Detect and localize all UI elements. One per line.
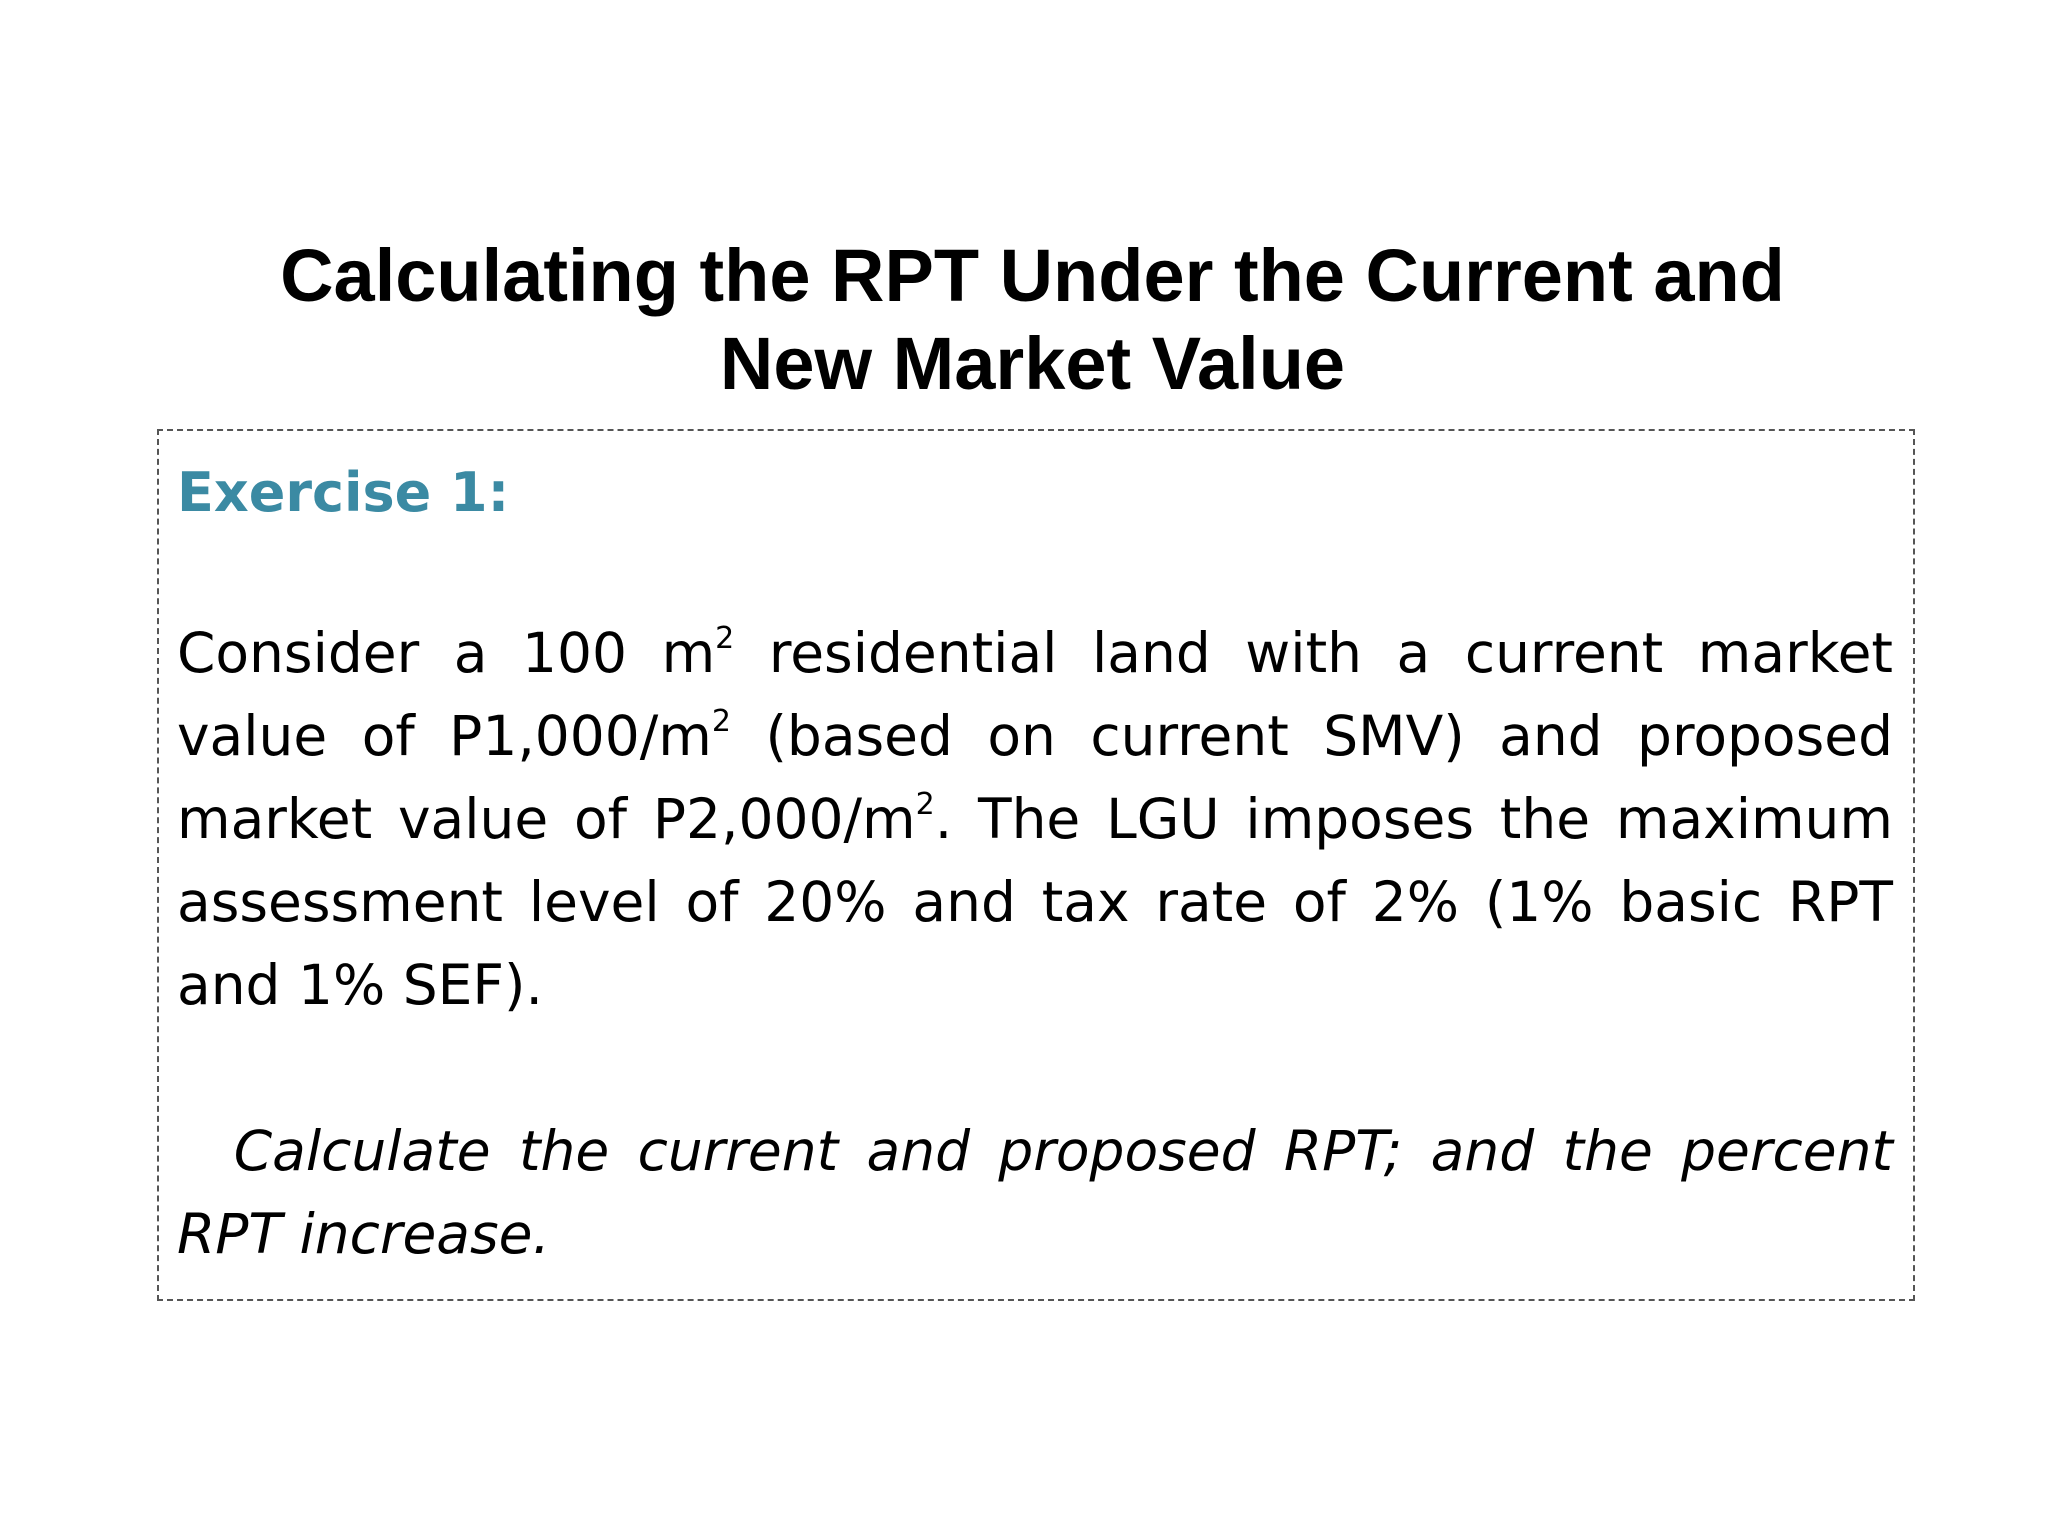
slide-title-line-2: New Market Value xyxy=(719,322,1346,405)
slide-title-line-1: Calculating the RPT Under the Current and xyxy=(280,234,1785,317)
problem-text-part-4: . The LGU imposes the maximum assessment level of 20% and tax rate of 2% (1% basic RPT and 1% SEF). xyxy=(177,787,1893,1017)
problem-text-part-1: Consider a 100 m xyxy=(177,621,716,685)
problem-statement xyxy=(177,612,1893,1027)
slide-title xyxy=(160,232,1905,408)
superscript-2: 2 xyxy=(715,621,735,656)
superscript-2: 2 xyxy=(711,704,731,739)
exercise-heading: Exercise 1: xyxy=(177,461,510,524)
superscript-2: 2 xyxy=(915,787,935,822)
task-instruction: Calculate the current and proposed RPT; and the percent RPT increase. xyxy=(177,1119,1911,1266)
problem-text-part-2: residential land with a current market value of P1,000/m xyxy=(177,621,1893,768)
problem-text-part-3: (based on current SMV) and proposed market value of P2,000/m xyxy=(177,704,1893,851)
exercise-box xyxy=(157,429,1915,1301)
